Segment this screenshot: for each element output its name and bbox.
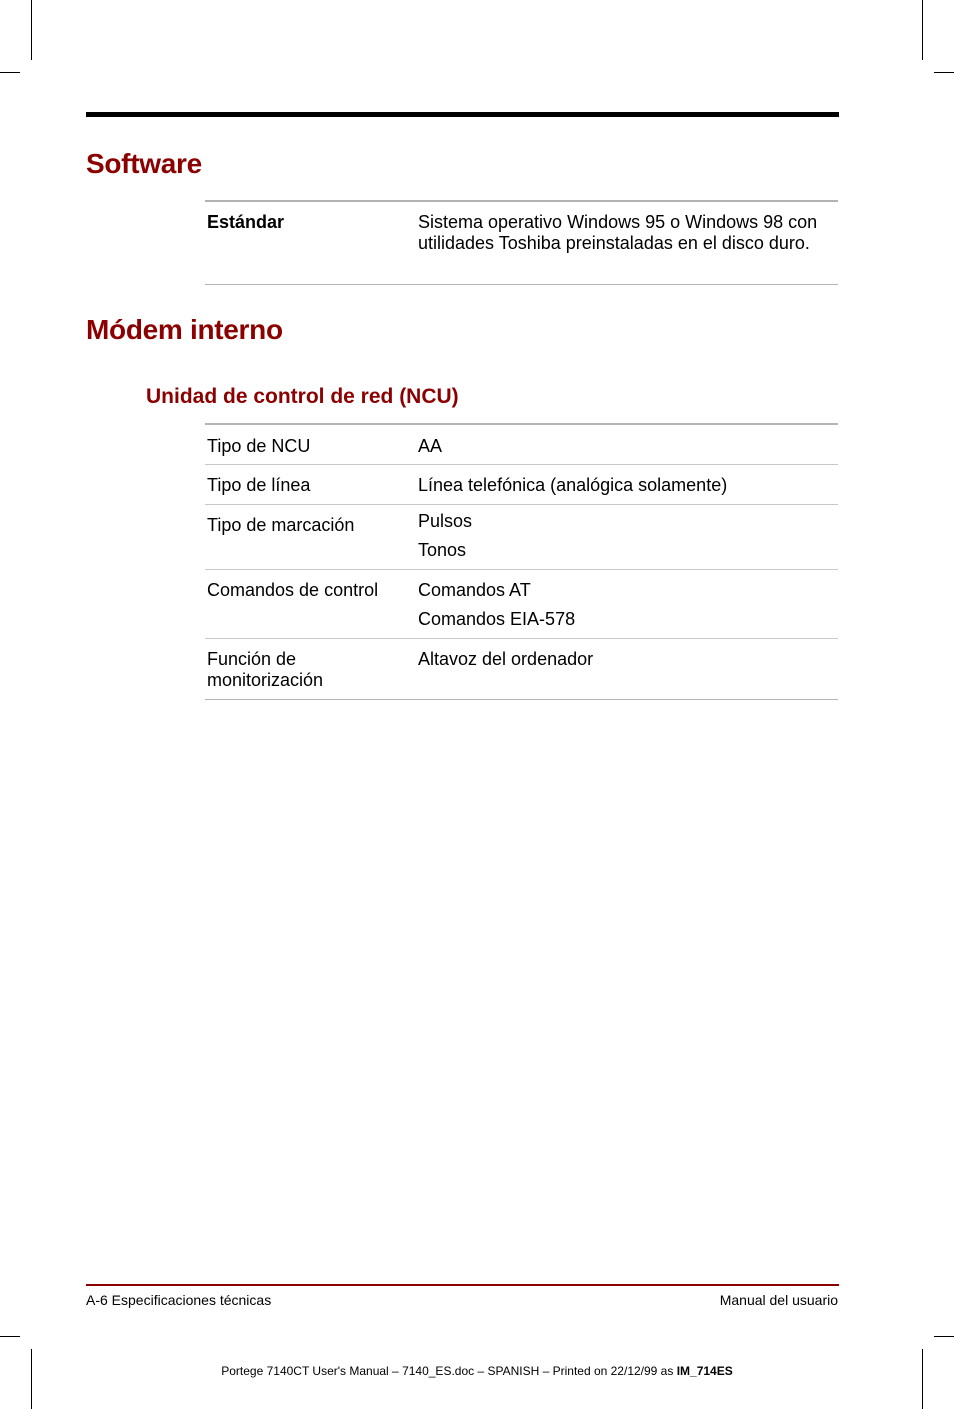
table-row [205,570,838,639]
print-text: Portege 7140CT User's Manual – 7140_ES.doc – SPANISH – Printed on 22/12/99 as [221,1364,677,1378]
subsection-title-ncu: Unidad de control de red (NCU) [146,385,459,408]
crop-mark [922,1349,923,1409]
print-code: IM_714ES [676,1364,733,1378]
table-row [205,465,838,505]
crop-mark [934,1336,954,1337]
row-value: Comandos AT [418,580,531,600]
crop-mark [31,0,32,60]
header-rule [86,112,839,117]
row-value: Línea telefónica (analógica solamente) [418,475,728,495]
row-value: Altavoz del ordenador [418,649,594,669]
row-label: Estándar [207,212,285,232]
row-value: Sistema operativo Windows 95 o Windows 98 con utilidades Toshiba preinstaladas en el disco duro. [418,212,818,253]
section-title-modem: Módem interno [86,314,283,345]
crop-mark [0,72,20,73]
crop-mark [31,1349,32,1409]
crop-mark [934,72,954,73]
footer-chapter: A-6 Especificaciones técnicas [86,1292,272,1308]
ncu-table [205,423,838,700]
table-row [205,425,838,465]
row-value: Tonos [418,540,467,560]
crop-mark [0,1336,20,1337]
row-value: Comandos EIA-578 [418,609,576,629]
footer-rule [86,1284,839,1286]
table-row [205,202,838,285]
row-label: Función de monitorización [207,649,324,690]
table-row [205,639,838,700]
row-values [418,511,838,561]
table-row [205,505,838,570]
row-value: Pulsos [418,511,473,531]
crop-mark [922,0,923,60]
row-value: AA [418,436,443,456]
row-values [418,580,838,630]
footer-manual-title: Manual del usuario [719,1292,838,1308]
row-label: Tipo de NCU [207,436,311,456]
section-title-software: Software [86,148,202,179]
row-label: Comandos de control [207,580,379,600]
row-label: Tipo de marcación [207,515,355,535]
row-label: Tipo de línea [207,475,311,495]
print-info [0,1364,954,1378]
software-table [205,200,838,285]
